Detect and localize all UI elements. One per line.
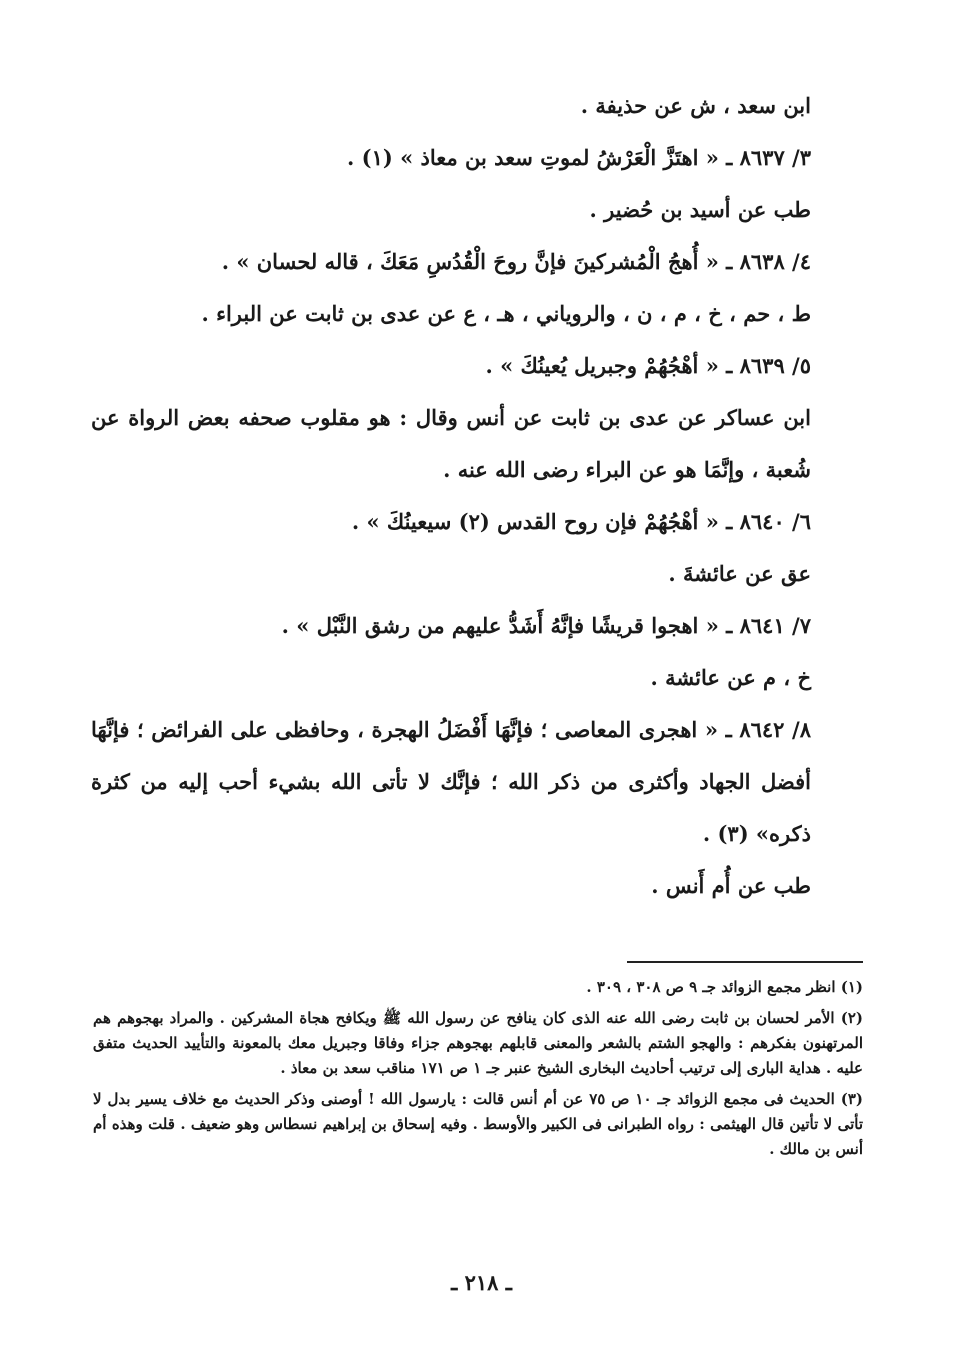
footnotes (93, 975, 863, 1168)
page-number: ـ ٢١٨ ـ (451, 1270, 512, 1295)
source-line: ط ، حم ، خ ، م ، ن ، والروياني ، هـ ، ع عن عدى بن ثابت عن البراء . (201, 301, 811, 326)
footnote-3: (٣) الحديث فى مجمع الزوائد جـ ١٠ ص ٧٥ عن أم أنس قالت : يارسول الله ! أوصنى وذكر الحديث مع خلاف يسير بدل لا تأتى لا تأتين قال الهيثمى : رواه الطبرانى فى الكبير والأوسط . وفيه إسحاق بن إبراهيم نسطاس وهو ضعيف . قلت وهذه أم أنس بن مالك . (93, 1090, 863, 1158)
hadith-entry: ٧/ ٨٦٤١ ـ « اهجوا قريشًا فإنَّهُ أَشَدُّ عليهم من رشق النَّبْل » . (281, 613, 811, 638)
footnote-2: (٢) الأمر لحسان بن ثابت رضى الله عنه الذى كان ينافح عن رسول الله ﷺ ويكافح هجاة المشركين . والمراد بهجوهم هم المرتهنون بفكرهم : والهجو الشتم بالشعر والمعنى قابلهم بهجوهم جزاء وفاقا وجبريل معك بالمعونة والتأييد الحديث متفق عليه . هداية البارى إلى ترتيب أحاديث البخارى الشيخ عنبر جـ ١ ص ١٧١ مناقب سعد بن معاذ . (93, 1009, 863, 1077)
source-line: عق عن عائشةَ . (668, 561, 811, 586)
source-line: طب عن أسيد بن حُضير . (589, 197, 811, 222)
footnote-1: (١) انظر مجمع الزوائد جـ ٩ ص ٣٠٨ ، ٣٠٩ . (586, 978, 863, 996)
source-line: ابن سعد ، ش عن حذيفة . (580, 93, 811, 118)
main-text (91, 80, 871, 912)
footnote-divider (627, 961, 863, 963)
hadith-entry: ٦/ ٨٦٤٠ ـ « أهْجُهُمْ فإن روح القدس (٢) سيعينُكَ » . (351, 509, 811, 534)
hadith-entry: ٨/ ٨٦٤٢ ـ « اهجرى المعاصى ؛ فإنَّهَا أَفْضَلُ الهجرة ، وحافظى على الفرائض ؛ فإنَّهَا أفضل الجهاد وأكثرى من ذكر الله ؛ فإنَّك لا تأتى الله بشيء أحب إليه من كثرة ذكره» (٣) . (91, 717, 811, 846)
source-line: ابن عساكر عن عدى بن ثابت عن أنس وقال : هو مقلوب صحفه بعض الرواة عن شُعبة ، وإنَّمَا هو عن البراء رضى الله عنه . (91, 405, 811, 482)
hadith-entry: ٤/ ٨٦٣٨ ـ « أُهجُ الْمُشركينَ فإنَّ روحَ الْقُدُسِ مَعَكَ ، قاله لحسان » . (221, 249, 811, 274)
hadith-entry: ٥/ ٨٦٣٩ ـ « أهْجُهُمْ وجبريل يُعينُكَ » . (485, 353, 811, 378)
hadith-entry: ٣/ ٨٦٣٧ ـ « اهتَزَّ الْعَرْشُ لموتِ سعد بن معاذ » (١) . (347, 145, 811, 170)
source-line: خ ، م عن عائشة . (650, 665, 811, 690)
source-line: طب عن أُم أَنس . (651, 873, 811, 898)
